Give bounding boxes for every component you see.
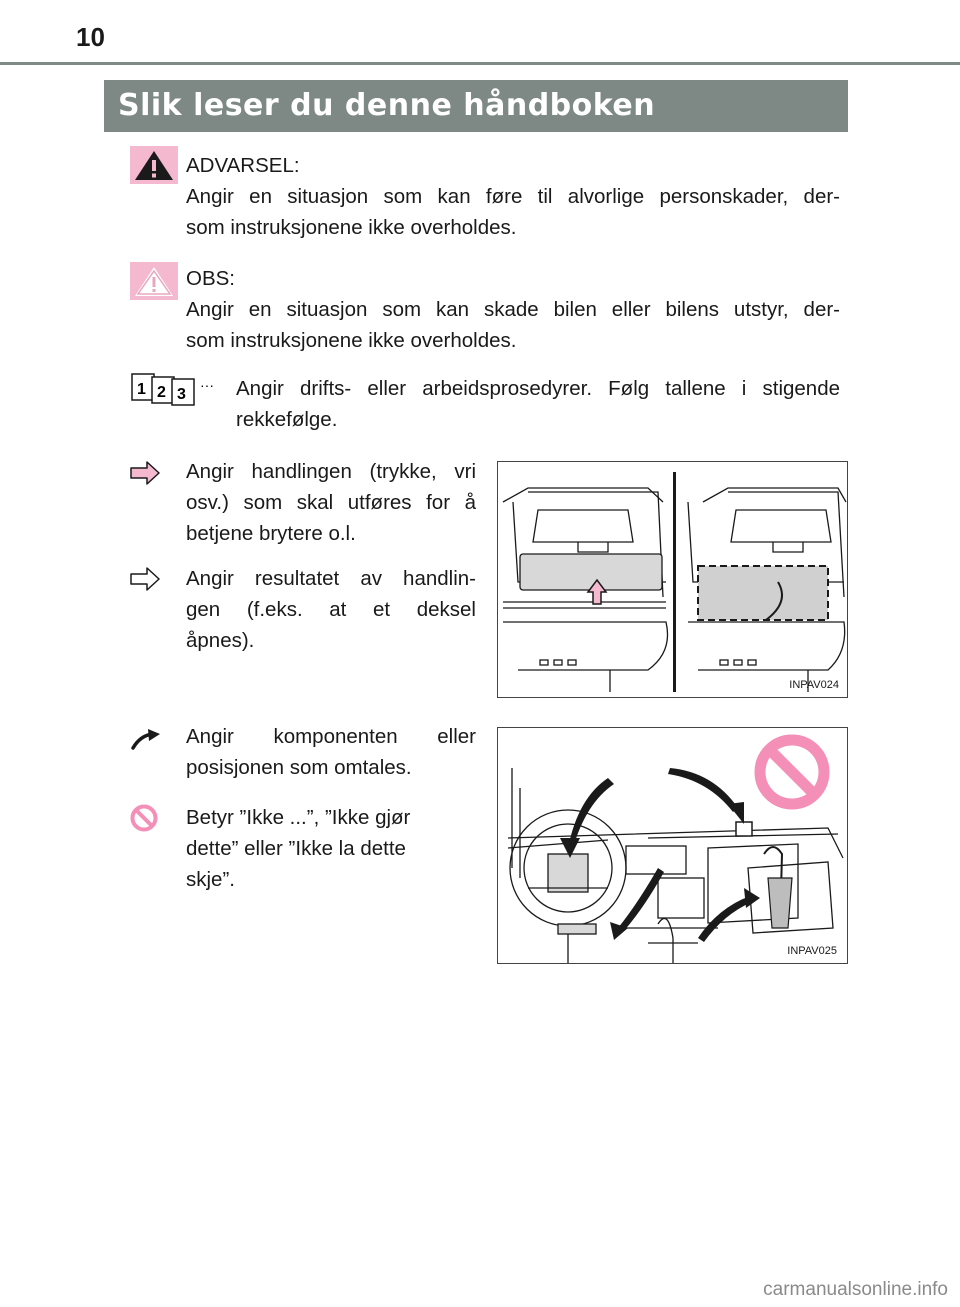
action-line-1: Angir handlingen (trykke, vri <box>186 460 476 483</box>
prohibited-text <box>186 802 486 895</box>
steps-line-1: Angir drifts- eller arbeidsprosedyrer. Følg tallene i stigende <box>236 377 840 400</box>
result-line-1: Angir resultatet av handlin- <box>186 567 476 590</box>
result-line-3: åpnes). <box>186 629 255 652</box>
warning-outline-triangle-icon <box>130 262 178 300</box>
prohibited-line-3: skje”. <box>186 868 235 891</box>
watermark: carmanualsonline.info <box>763 1279 948 1300</box>
notice-line-1: Angir en situasjon som kan skade bilen eller bilens utstyr, der- <box>186 298 840 321</box>
outline-arrow-icon <box>130 566 160 592</box>
figure-1-id: INPAV024 <box>789 679 839 691</box>
notice-text <box>186 263 840 356</box>
prohibition-icon <box>130 804 158 832</box>
page-number: 10 <box>76 22 105 52</box>
result-line-2: gen (f.eks. at et deksel <box>186 598 476 621</box>
pink-arrow-icon <box>130 460 160 486</box>
figure-dashboard <box>497 727 848 964</box>
notice-head: OBS: <box>186 267 235 290</box>
warning-line-1: Angir en situasjon som kan føre til alvorlige personskader, der- <box>186 185 840 208</box>
action-line-2: osv.) som skal utføres for å <box>186 491 476 514</box>
step-number-1: 1 <box>137 381 146 398</box>
console-illustration <box>498 462 848 698</box>
step-number-2: 2 <box>157 384 166 401</box>
result-text <box>186 563 476 656</box>
dashboard-illustration <box>498 728 848 964</box>
step-number-3: 3 <box>177 386 186 403</box>
prohibited-line-1: Betyr ”Ikke ...”, ”Ikke gjør <box>186 806 411 829</box>
component-line-1: Angir komponenten eller <box>186 725 476 748</box>
component-text <box>186 721 476 783</box>
prohibited-line-2: dette” eller ”Ikke la dette <box>186 837 406 860</box>
warning-head: ADVARSEL: <box>186 154 300 177</box>
warning-text <box>186 150 840 243</box>
steps-ellipsis: ··· <box>200 377 214 393</box>
figure-console-cover <box>497 461 848 698</box>
warning-filled-triangle-icon <box>130 146 178 184</box>
header-rule <box>0 62 960 65</box>
numbered-steps-icon <box>130 372 226 406</box>
action-line-3: betjene brytere o.l. <box>186 522 356 545</box>
curved-pointer-arrow-icon <box>130 728 162 752</box>
notice-line-2: som instruksjonene ikke overholdes. <box>186 329 517 352</box>
warning-line-2: som instruksjonene ikke overholdes. <box>186 216 517 239</box>
figure-2-id: INPAV025 <box>787 945 837 957</box>
section-title: Slik leser du denne håndboken <box>104 80 848 132</box>
action-text <box>186 456 476 549</box>
component-line-2: posisjonen som omtales. <box>186 756 412 779</box>
steps-text <box>236 373 840 435</box>
steps-line-2: rekkefølge. <box>236 408 338 431</box>
